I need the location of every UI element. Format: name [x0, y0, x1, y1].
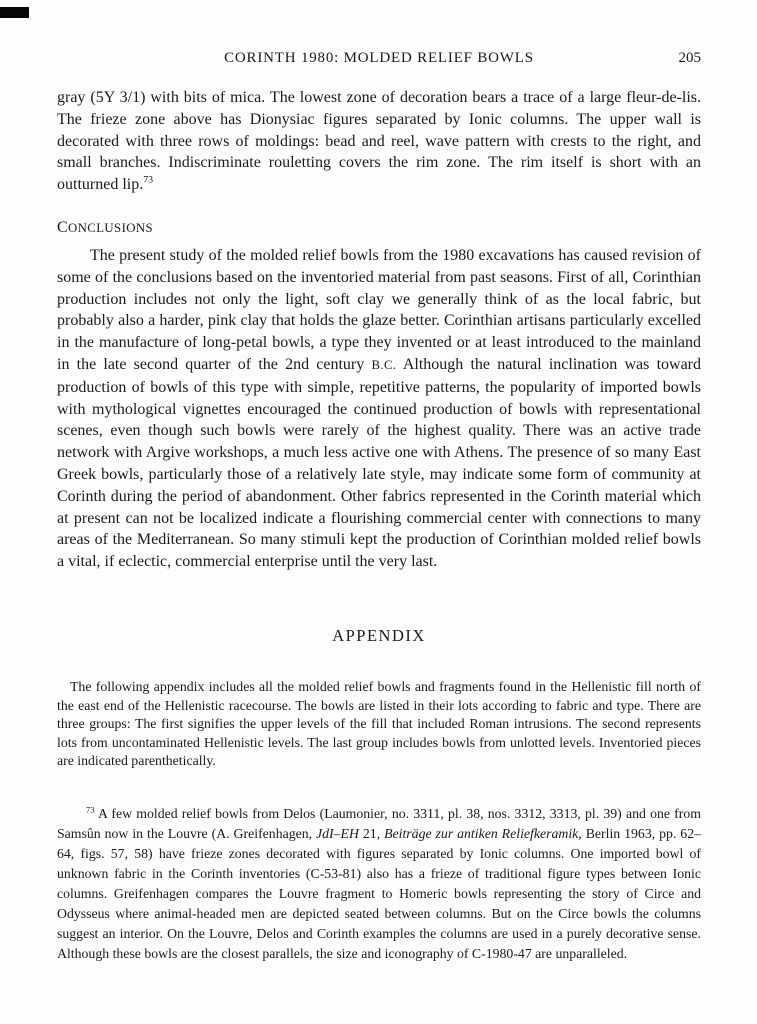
scan-artifact — [0, 7, 29, 18]
appendix-intro-paragraph: The following appendix includes all the molded relief bowls and fragments found in the Hellenistic fill north of the east end of the Hellenistic racecourse. The bowls are listed in their lots according to fabric and type. There are three groups: The first signifies the upper levels of the fill that included Roman intrusions. The second represents lots from uncontaminated Hellenistic levels. The last group includes bowls from unlotted levels. Inventoried pieces are indicated parenthetically. — [57, 678, 701, 769]
conclusions-paragraph: The present study of the molded relief bowls from the 1980 excavations has caused revision of some of the conclusions based on the inventoried material from past seasons. First of all, Corinthian production includes not only the light, soft clay we generally think of as the local fabric, but probably also a harder, pink clay that holds the glaze better. Corinthian artisans particularly excelled in the manufacture of long-petal bowls, a type they invented or at least introduced to the mainland in the late second quarter of the 2nd century B.C. Although the natural inclination was toward production of bowls of this type with simple, repetitive patterns, the popularity of imported bowls with mythological vignettes encouraged the continued production of bowls with representational scenes, even though such bowls were rarely of the highest quality. There was an active trade network with Argive workshops, a much less active one with Athens. The presence of so many East Greek bowls, particularly those of a relatively late style, may indicate some form of community at Corinth during the period of abandonment. Other fabrics represented in the Corinth material which at present can not be localized indicate a flourishing commercial center with connections to many areas of the Mediterranean. So many stimuli kept the production of Corinthian molded relief bowls a vital, if eclectic, commercial enterprise until the very last. — [57, 246, 701, 571]
running-title: CORINTH 1980: MOLDED RELIEF BOWLS — [224, 50, 534, 66]
appendix-heading: APPENDIX — [332, 625, 426, 645]
conclusions-heading: CONCLUSIONS — [57, 218, 154, 236]
footnote-73: $^{73}$ A few molded relief bowls from Delos (Laumonier, no. 3311, pl. 38, nos. 3312, 3313, pl. 39) and one from Samsûn now in the Louvre (A. Greifenhagen, JdI–EH 21, Beiträge zur antiken Reliefkeramik, Berlin 1963, pp. 62–64, figs. 57, 58) have frieze zones decorated with figures separated by Ionic columns. One imported bowl of unknown fabric in the Corinth inventories (C-53-81) also has a frieze of traditional figure types between Ionic columns. Greifenhagen compares the Louvre fragment to Homeric bowls representing the story of Circe and Odysseus where animal-headed men are depicted seated between columns. But on the Circe bowls the columns suggest an interior. On the Louvre, Delos and Corinth examples the columns are used in a purely decorative sense. Although these bowls are the closest parallels, the size and iconography of C-1980-47 are unparalleled. — [57, 804, 701, 961]
running-header — [57, 50, 701, 68]
page-content — [57, 0, 701, 964]
paragraph-fabric-description: gray (5Y 3/1) with bits of mica. The lowest zone of decoration bears a trace of a large fleur-de-lis. The frieze zone above has Dionysiac figures separated by Ionic columns. The upper wall is decorated with three rows of moldings: bead and reel, wave pattern with crests to the right, and small branches. Indiscriminate rouletting covers the rim zone. The rim itself is short with an outturned lip.$^{73}$ — [57, 89, 701, 194]
page-number: 205 — [678, 50, 701, 66]
